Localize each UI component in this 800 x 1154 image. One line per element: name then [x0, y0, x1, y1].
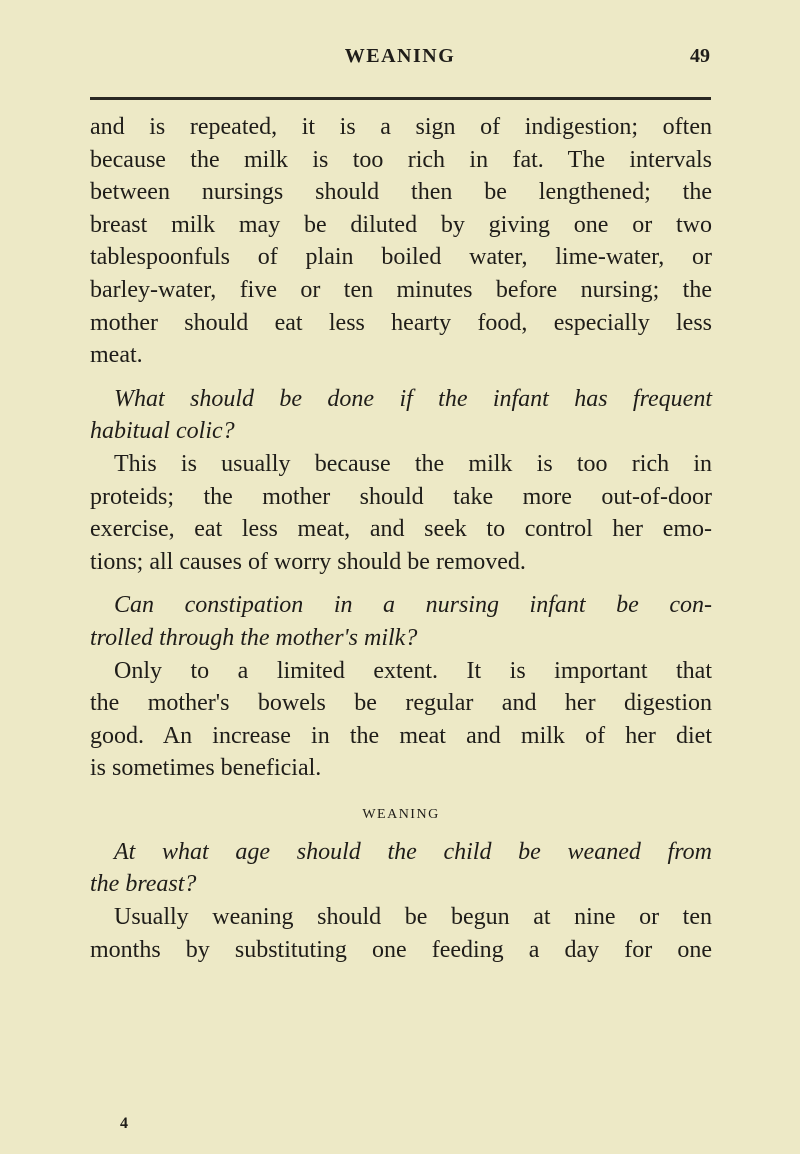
running-head-title: WEANING: [344, 45, 456, 67]
page-number: 49: [690, 45, 710, 67]
answer-line: is sometimes beneficial.: [90, 755, 322, 782]
qa-weaning-age: [90, 836, 712, 966]
text-line: tablespoonfuls of plain boiled water, lime-water, or: [90, 244, 712, 271]
answer-line: the mother's bowels be regular and her digestion: [90, 690, 712, 717]
question-line: trolled through the mother's milk?: [90, 624, 418, 651]
answer-line: good. An increase in the meat and milk of her diet: [90, 722, 712, 749]
text-line: breast milk may be diluted by giving one or two: [90, 211, 712, 238]
body-text: [90, 111, 712, 966]
question-line: Can constipation in a nursing infant be con-: [114, 592, 712, 619]
text-line: barley-water, five or ten minutes before nursing; the: [90, 276, 712, 303]
header-rule: [90, 97, 711, 100]
question-line: habitual colic?: [90, 418, 235, 445]
running-head: [0, 45, 800, 73]
qa-colic: [90, 383, 712, 579]
answer-line: Usually weaning should be begun at nine or ten: [114, 904, 712, 931]
question-line: the breast?: [90, 871, 197, 898]
text-line: and is repeated, it is a sign of indigestion; often: [90, 114, 712, 140]
qa-constipation: [90, 589, 712, 785]
signature-mark: 4: [120, 1115, 128, 1132]
answer-line: months by substituting one feeding a day for one: [90, 936, 712, 963]
answer-line: This is usually because the milk is too rich in: [114, 450, 712, 477]
text-line: because the milk is too rich in fat. The intervals: [90, 146, 712, 173]
answer-line: exercise, eat less meat, and seek to control her emo-: [90, 516, 712, 543]
answer-line: tions; all causes of worry should be removed.: [90, 548, 526, 575]
answer-line: proteids; the mother should take more out-of-door: [90, 483, 712, 510]
question-line: What should be done if the infant has frequent: [114, 385, 712, 412]
text-line: between nursings should then be lengthened; the: [90, 179, 712, 206]
paragraph-indigestion: [90, 111, 712, 372]
question-line: At what age should the child be weaned from: [114, 838, 712, 865]
text-line: mother should eat less hearty food, especially less: [90, 309, 712, 336]
text-line: meat.: [90, 342, 143, 369]
answer-line: Only to a limited extent. It is important that: [114, 657, 712, 684]
section-heading: WEANING: [362, 806, 440, 822]
